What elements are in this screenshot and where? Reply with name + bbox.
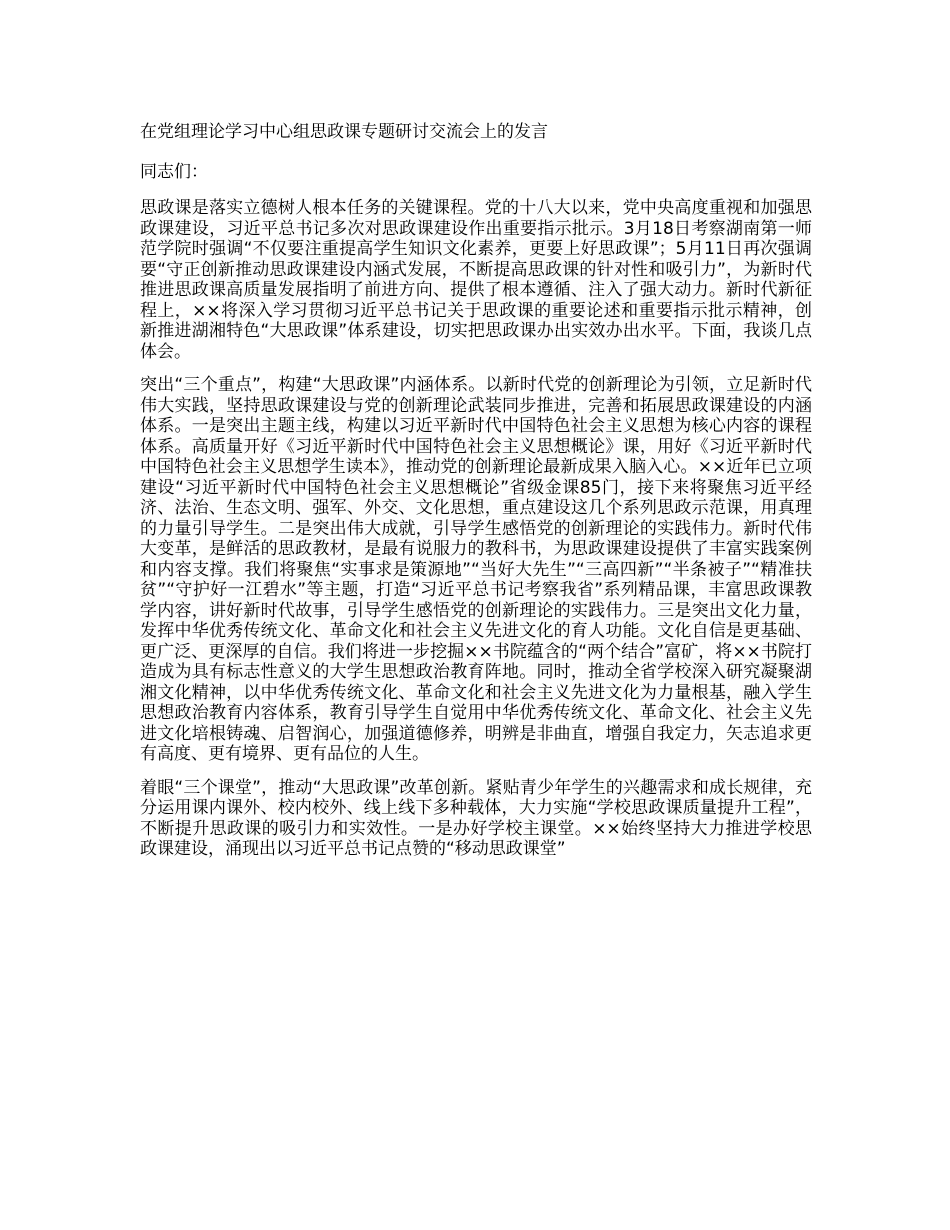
- paragraph-three-classrooms: 着眼“三个课堂”，推动“大思政课”改革创新。紧贴青少年学生的兴趣需求和成长规律，充分运用课内课外、校内校外、线上线下多种载体，大力实施“学校思政课质量提升工程”，不断提升思政课的吸引力和实效性。一是办好学校主课堂。××始终坚持大力推进学校思政课建设，涌现出以习近平总书记点赞的“移动思政课堂”: [140, 777, 812, 859]
- paragraph-intro: 思政课是落实立德树人根本任务的关键课程。党的十八大以来，党中央高度重视和加强思政课建设，习近平总书记多次对思政课建设作出重要指示批示。3月18日考察湖南第一师范学院时强调“不仅要注重提高学生知识文化素养，更要上好思政课”；5月11日再次强调要“守正创新推动思政课建设内涵式发展，不断提高思政课的针对性和吸引力”，为新时代推进思政课高质量发展指明了前进方向、提供了根本遵循、注入了强大动力。新时代新征程上，××将深入学习贯彻习近平总书记关于思政课的重要论述和重要指示批示精神，创新推进湖湘特色“大思政课”体系建设，切实把思政课办出实效办出水平。下面，我谈几点体会。: [140, 198, 812, 362]
- paragraph-three-focuses: 突出“三个重点”，构建“大思政课”内涵体系。以新时代党的创新理论为引领，立足新时代伟大实践，坚持思政课建设与党的创新理论武装同步推进，完善和拓展思政课建设的内涵体系。一是突出主题主线，构建以习近平新时代中国特色社会主义思想为核心内容的课程体系。高质量开好《习近平新时代中国特色社会主义思想概论》课，用好《习近平新时代中国特色社会主义思想学生读本》，推动党的创新理论最新成果入脑入心。××近年已立项建设“习近平新时代中国特色社会主义思想概论”省级金课85门，接下来将聚焦习近平经济、法治、生态文明、强军、外交、文化思想，重点建设这几个系列思政示范课，用真理的力量引导学生。二是突出伟大成就，引导学生感悟党的创新理论的实践伟力。新时代伟大变革，是鲜活的思政教材，是最有说服力的教科书，为思政课建设提供了丰富实践案例和内容支撑。我们将聚焦“实事求是策源地”“当好大先生”“三高四新”“半条被子”“精准扶贫”“守护好一江碧水”等主题，打造“习近平总书记考察我省”系列精品课，丰富思政课教学内容，讲好新时代故事，引导学生感悟党的创新理论的实践伟力。三是突出文化力量，发挥中华优秀传统文化、革命文化和社会主义先进文化的育人功能。文化自信是更基础、更广泛、更深厚的自信。我们将进一步挖掘××书院蕴含的“两个结合”富矿，将××书院打造成为具有标志性意义的大学生思想政治教育阵地。同时，推动全省学校深入研究凝聚湖湘文化精神，以中华优秀传统文化、革命文化和社会主义先进文化为力量根基，融入学生思想政治教育内容体系，教育引导学生自觉用中华优秀传统文化、革命文化、社会主义先进文化培根铸魂、启智润心，加强道德修养，明辨是非曲直，增强自我定力，矢志追求更有高度、更有境界、更有品位的人生。: [140, 375, 812, 764]
- document-page: [140, 120, 812, 873]
- greeting: 同志们：: [140, 162, 208, 182]
- document-title: 在党组理论学习中心组思政课专题研讨交流会上的发言: [140, 122, 548, 142]
